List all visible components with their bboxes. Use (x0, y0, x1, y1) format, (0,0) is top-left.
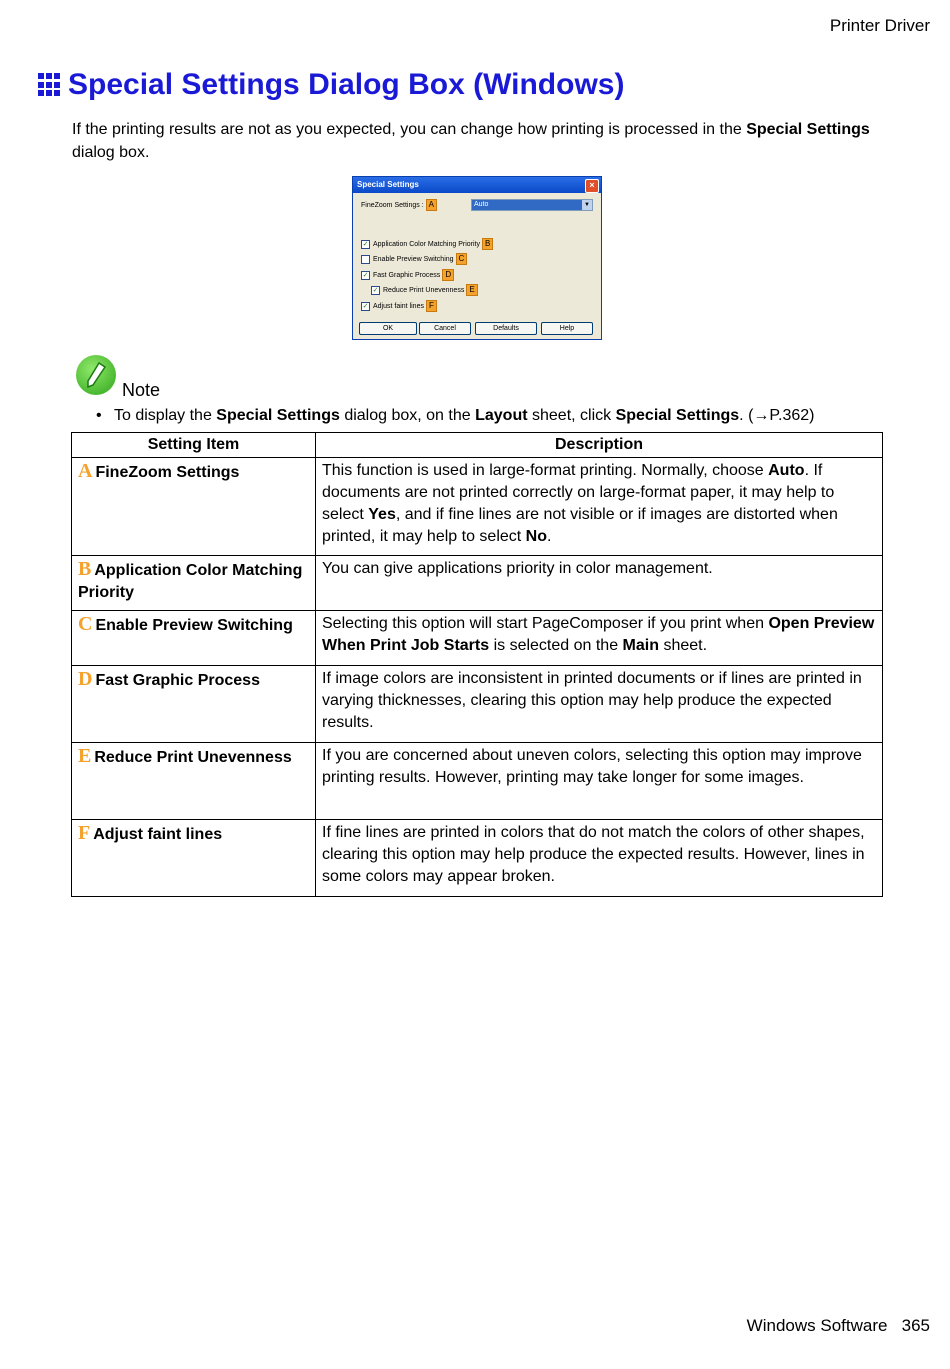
intro-paragraph: If the printing results are not as you expected, you can change how printing is processed in the Special Settings dialog box. (72, 121, 870, 161)
note-bullet: • To display the Special Settings dialog box, on the Layout sheet, click Special Settings. (→P.362) (96, 407, 815, 424)
column-header-setting-item: Setting Item (72, 433, 316, 458)
description-cell: Selecting this option will start PageComposer if you print when Open Preview When Print Job Starts is selected on the Main sheet. (316, 611, 883, 666)
option-enable-preview-switching[interactable]: Enable Preview Switching C (361, 253, 467, 265)
table-row (72, 743, 883, 820)
special-settings-dialog-screenshot (352, 176, 602, 340)
option-fast-graphic-process[interactable]: ✓ Fast Graphic Process D (361, 269, 454, 281)
help-button[interactable]: Help (541, 322, 593, 335)
close-icon[interactable]: × (585, 179, 599, 193)
finezoom-row: FineZoom Settings : A (361, 199, 437, 211)
description-cell: This function is used in large-format printing. Normally, choose Auto. If documents are not printed correctly on large-format paper, it may help to select Yes, and if fine lines are not visible or if images are distorted when printed, it may help to select No. (316, 458, 883, 556)
table-row (72, 458, 883, 556)
cancel-button[interactable]: Cancel (419, 322, 471, 335)
setting-item-cell: C Enable Preview Switching (72, 611, 316, 666)
running-header: Printer Driver (829, 16, 930, 35)
setting-item-cell: E Reduce Print Unevenness (72, 743, 316, 820)
setting-item-cell: A FineZoom Settings (72, 458, 316, 556)
column-header-description: Description (316, 433, 883, 458)
defaults-button[interactable]: Defaults (475, 322, 537, 335)
description-cell: If you are concerned about uneven colors, selecting this option may improve printing results. However, printing may take longer for some images. (316, 743, 883, 820)
ok-button[interactable]: OK (359, 322, 417, 335)
table-row (72, 556, 883, 611)
dialog-titlebar: Special Settings × (353, 177, 601, 193)
page-footer: Windows Software 365 (746, 1316, 930, 1335)
note-pencil-icon (76, 355, 116, 395)
settings-table (71, 432, 883, 897)
table-header-row (72, 433, 883, 458)
option-application-color-matching[interactable]: ✓ Application Color Matching Priority B (361, 238, 493, 250)
page-title: Special Settings Dialog Box (Windows) (68, 68, 625, 101)
grid-bullet-icon (38, 73, 62, 97)
description-cell: You can give applications priority in color management. (316, 556, 883, 611)
chevron-down-icon: ▼ (582, 200, 592, 210)
table-row (72, 611, 883, 666)
description-cell: If image colors are inconsistent in printed documents or if lines are printed in varying thicknesses, clearing this option may help produce the expected results. (316, 666, 883, 743)
option-reduce-print-unevenness[interactable]: ✓ Reduce Print Unevenness E (371, 284, 478, 296)
setting-item-cell: F Adjust faint lines (72, 820, 316, 897)
option-adjust-faint-lines[interactable]: ✓ Adjust faint lines F (361, 300, 437, 312)
table-row (72, 820, 883, 897)
page-title-block (38, 68, 624, 102)
finezoom-select[interactable]: Auto ▼ (471, 199, 593, 211)
page-number: 365 (901, 1316, 930, 1335)
note-label: Note (122, 380, 161, 400)
setting-item-cell: D Fast Graphic Process (72, 666, 316, 743)
setting-item-cell: B Application Color Matching Priority (72, 556, 316, 611)
table-row (72, 666, 883, 743)
description-cell: If fine lines are printed in colors that do not match the colors of other shapes, clearing this option may help produce the expected results. However, lines in some colors may appear broken. (316, 820, 883, 897)
